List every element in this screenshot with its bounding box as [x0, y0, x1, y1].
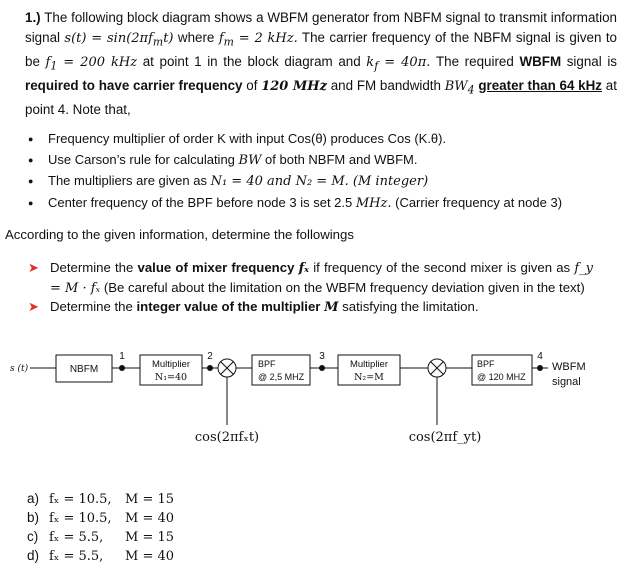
oscillator1-label: cos(2πfₓt): [194, 430, 260, 445]
mult1-order: N₁=40: [154, 372, 188, 383]
mult1-label: Multiplier: [151, 359, 191, 370]
option-c[interactable]: c) fₓ = 5.5, M = 15: [27, 529, 175, 545]
note-item: ● Use Carson’s rule for calculating BW of both NBFM and WBFM.: [28, 150, 562, 172]
node-dot-3: [319, 365, 325, 371]
bpf1-freq: @ 2,5 MHZ: [258, 372, 305, 382]
intro-text-8: and FM bandwidth: [330, 77, 441, 93]
intro-text-4: at point 1 in the block diagram and: [142, 53, 361, 69]
oscillator2-label: cos(2πf_yt): [408, 430, 482, 445]
question-intro: [25, 8, 617, 119]
task-item-mixer: ➤ Determine the value of mixer frequency fₓ if frequency of the second mixer is given as f_y = M · fₓ (Be careful about the limitation on the WBFM frequency deviation given in the text): [28, 260, 593, 296]
bpf2-freq: @ 120 MHZ: [477, 372, 526, 382]
eq-carrier-freq: 120 MHz: [261, 78, 327, 94]
arrow-bullet-icon: ➤: [28, 260, 39, 275]
intro-text-9: at point 4. Note that,: [25, 77, 617, 117]
option-b[interactable]: b) fₓ = 10.5, M = 40: [27, 510, 175, 526]
node-dot-1: [119, 365, 125, 371]
eq-signal: $s(t) = \sin(2\pi f_mt)$: [64, 30, 174, 49]
note-item: ● Frequency multiplier of order K with input Cos(θ) produces Cos (K.θ).: [28, 129, 562, 150]
bpf2-label: BPF: [477, 359, 495, 369]
option-a[interactable]: a) fₓ = 10.5, M = 15: [27, 491, 175, 507]
intro-underlined-limit: greater than 64 kHz: [478, 77, 602, 93]
node-label-1: 1: [119, 351, 125, 362]
intro-text-5: The required: [436, 53, 514, 69]
instructions-lead: According to the given information, determine the followings: [5, 227, 354, 242]
node-dot-2: [207, 365, 213, 371]
task-item-multiplier: ➤ Determine the integer value of the multiplier M satisfying the limitation.: [28, 299, 479, 315]
node-label-2: 2: [207, 351, 213, 362]
mult2-order: N₂=M: [354, 372, 384, 383]
task-list: [28, 259, 593, 318]
eq-f1: $f_1 = 200$ kHz: [45, 54, 138, 73]
arrow-bullet-icon: ➤: [28, 299, 39, 314]
bpf1-label: BPF: [258, 359, 276, 369]
block-diagram: [0, 345, 634, 455]
node-dot-4: [537, 365, 543, 371]
output-label-1: WBFM: [552, 361, 586, 373]
intro-bold-required: required to have carrier frequency: [25, 77, 243, 93]
option-d[interactable]: d) fₓ = 5.5, M = 40: [27, 548, 175, 564]
intro-text-6: signal is: [566, 53, 618, 69]
mult2-label: Multiplier: [349, 359, 389, 370]
notes-list: [28, 129, 562, 214]
question-number: 1.): [25, 10, 41, 25]
node-label-4: 4: [537, 351, 543, 362]
eq-bw4: $BW_4$: [444, 78, 475, 97]
input-label: s (t): [10, 364, 29, 374]
note-item: ● Center frequency of the BPF before node 3 is set 2.5 MHz. (Carrier frequency at node 3): [28, 193, 562, 215]
note-item: ● The multipliers are given as N₁ = 40 and N₂ = M. (M integer): [28, 171, 562, 193]
nbfm-label: NBFM: [69, 364, 99, 375]
intro-text-2: where: [177, 29, 215, 45]
intro-text-7: of: [246, 77, 258, 93]
output-label-2: signal: [552, 376, 581, 388]
intro-text-3: The carrier frequency of the NBFM signal is given to be: [25, 29, 617, 69]
eq-fm: $f_m = 2$ kHz.: [218, 30, 298, 49]
answer-options: [27, 490, 174, 566]
node-label-3: 3: [319, 351, 325, 362]
eq-kf: $k_f = 40\pi$.: [366, 54, 431, 73]
intro-text-1: The following block diagram shows a WBFM generator from NBFM signal to transmit information signal: [25, 10, 617, 45]
intro-bold-wbfm: WBFM: [519, 53, 562, 69]
